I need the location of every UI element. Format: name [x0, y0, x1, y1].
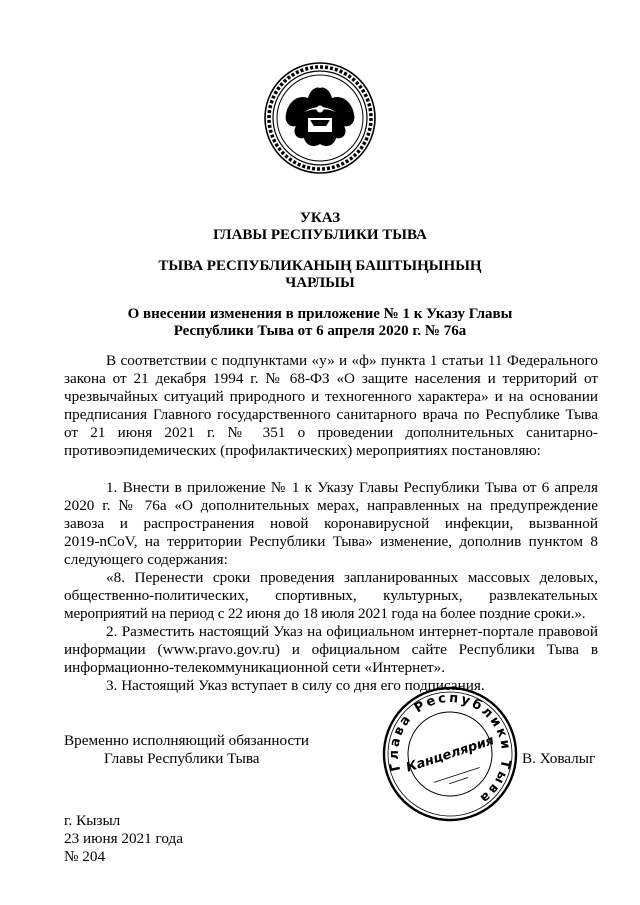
- stamp-center-text: Канцелярия: [404, 733, 496, 776]
- official-stamp: [380, 684, 520, 824]
- item-2-paragraph: 2. Разместить настоящий Указ на официальном интернет-портале правовой информации (www.pravo.gov.ru) и официальном сайте Республики Тыва в информационно-телекоммуникационной сети «Интернет».: [64, 623, 598, 676]
- issue-date: 23 июня 2021 года: [64, 830, 184, 847]
- item-8-quote-paragraph: «8. Перенести сроки проведения запланированных массовых деловых, общественно-политических, спортивных, культурных, развлекательных мероприятий на период с 22 июня до 18 июля 2021 года на более поздние сроки.».: [64, 569, 598, 622]
- decree-subject-line-2: Республики Тыва от 6 апреля 2020 г. № 76а: [173, 323, 467, 339]
- signatory-name: В. Ховалыг: [522, 750, 596, 767]
- preamble-paragraph: В соответствии с подпунктами «у» и «ф» пункта 1 статьи 11 Федерального закона от 21 декабря 1994 г. № 68-ФЗ «О защите населения и территорий от чрезвычайных ситуаций природного и техногенного характера» и на основании предписания Главного государственного санитарного врача по Республике Тыва от 21 июня 2021 г. № 351 о проведении дополнительных санитарно- противоэпидемических (профилактических) мероприятиях постановляю:: [64, 352, 598, 459]
- item-1-paragraph: 1. Внести в приложение № 1 к Указу Главы Республики Тыва от 6 апреля 2020 г. № 76а «О дополнительных мерах, направленных на предупреждение завоза и распространения новой коронавирусной инфекции, вызванной 2019-nCoV, на территории Республики Тыва» изменение, дополнив пунктом 8 следующего содержания:: [64, 479, 598, 568]
- decree-title-tuvan-2: ЧАРЛЫЫ: [285, 275, 355, 291]
- tuva-coat-of-arms-emblem: [264, 62, 376, 174]
- issue-place: г. Кызыл: [64, 812, 121, 829]
- decree-title-tuvan: ТЫВА РЕСПУБЛИКАНЫҢ БАШТЫҢЫНЫҢ: [158, 258, 482, 274]
- decree-title: УКАЗ: [299, 210, 341, 226]
- item-3-paragraph: 3. Настоящий Указ вступает в силу со дня его подписания.: [106, 677, 485, 694]
- decree-subject-line-1: О внесении изменения в приложение № 1 к Указу Главы: [127, 306, 513, 322]
- signatory-position-line-1: Временно исполняющий обязанности: [64, 732, 310, 749]
- signatory-position-line-2: Главы Республики Тыва: [104, 750, 260, 767]
- decree-issuer: ГЛАВЫ РЕСПУБЛИКИ ТЫВА: [213, 227, 427, 243]
- decree-number: № 204: [64, 848, 106, 865]
- stamp-ring-text: Глава Республики Тыва: [386, 690, 514, 808]
